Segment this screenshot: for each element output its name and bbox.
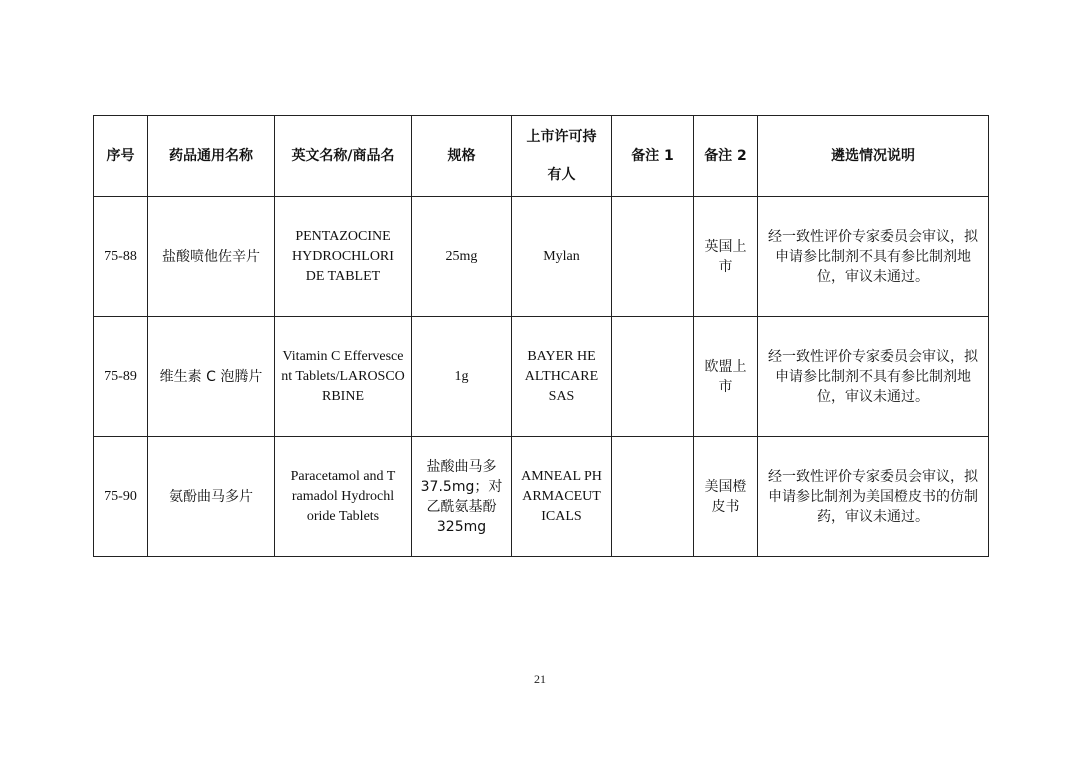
table-row — [94, 197, 989, 317]
cell-generic-name: 盐酸喷他佐辛片 — [148, 197, 275, 317]
cell-generic-name: 维生素 C 泡腾片 — [148, 317, 275, 437]
cell-holder: BAYER HEALTHCARE SAS — [512, 317, 612, 437]
header-holder: 上市许可持有人 — [512, 116, 612, 197]
header-spec: 规格 — [412, 116, 512, 197]
cell-english-name: Vitamin C Effervescent Tablets/LAROSCORBINE — [275, 317, 412, 437]
cell-spec: 盐酸曲马多 37.5mg；对乙酰氨基酚 325mg — [412, 437, 512, 557]
table-row — [94, 437, 989, 557]
cell-english-name: Paracetamol and Tramadol Hydrochloride Tablets — [275, 437, 412, 557]
header-note2: 备注 2 — [694, 116, 758, 197]
cell-note2: 英国上市 — [694, 197, 758, 317]
cell-seq: 75-88 — [94, 197, 148, 317]
cell-note1 — [612, 197, 694, 317]
cell-spec: 1g — [412, 317, 512, 437]
cell-note2: 美国橙皮书 — [694, 437, 758, 557]
cell-note1 — [612, 437, 694, 557]
header-explanation: 遴选情况说明 — [758, 116, 989, 197]
cell-seq: 75-90 — [94, 437, 148, 557]
cell-seq: 75-89 — [94, 317, 148, 437]
cell-note1 — [612, 317, 694, 437]
cell-english-name: PENTAZOCINE HYDROCHLORIDE TABLET — [275, 197, 412, 317]
header-english-name: 英文名称/商品名 — [275, 116, 412, 197]
header-note1: 备注 1 — [612, 116, 694, 197]
table-row — [94, 317, 989, 437]
cell-spec: 25mg — [412, 197, 512, 317]
header-generic-name: 药品通用名称 — [148, 116, 275, 197]
cell-holder: AMNEAL PHARMACEUTICALS — [512, 437, 612, 557]
table-header-row — [94, 116, 989, 197]
page-number: 21 — [534, 672, 546, 686]
cell-explanation: 经一致性评价专家委员会审议，拟申请参比制剂为美国橙皮书的仿制药，审议未通过。 — [758, 437, 989, 557]
cell-generic-name: 氨酚曲马多片 — [148, 437, 275, 557]
drug-table — [93, 115, 989, 557]
cell-explanation: 经一致性评价专家委员会审议，拟申请参比制剂不具有参比制剂地位，审议未通过。 — [758, 197, 989, 317]
header-seq: 序号 — [94, 116, 148, 197]
cell-note2: 欧盟上市 — [694, 317, 758, 437]
cell-holder: Mylan — [512, 197, 612, 317]
cell-explanation: 经一致性评价专家委员会审议，拟申请参比制剂不具有参比制剂地位，审议未通过。 — [758, 317, 989, 437]
